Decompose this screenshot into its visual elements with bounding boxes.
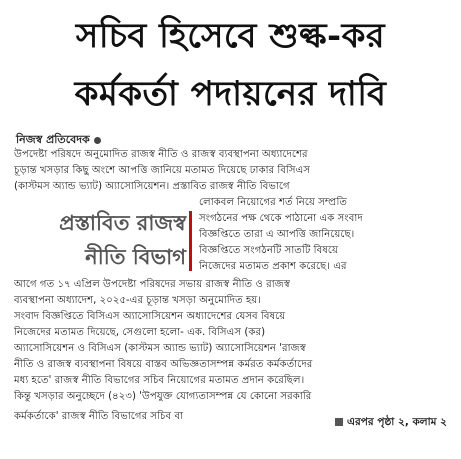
body-line: চূড়ান্ত খসড়ার কিছু অংশে আপত্তি জানিয়ে মতামত দিয়েছে ঢাকার বিসিএস	[14, 165, 311, 176]
continued-on-page	[335, 415, 447, 432]
body-line: কিন্তু খসড়ার অনুচ্ছেদে (৪২৩) 'উপযুক্ত যোগ্যতাসম্পন্ন যে কোনো সরকারি	[14, 391, 312, 402]
body-line: নিজেদের মতামত দিয়েছে, সেগুলো হলো- এক. বিসিএস (কর)	[14, 327, 266, 338]
body-line: কর্মকর্তাকে' রাজস্ব নীতি বিভাগের সচিব বা	[14, 411, 184, 422]
body-line: সংগঠনের পক্ষ থেকে পাঠানো এক সংবাদ	[199, 213, 363, 224]
body-line: অ্যাসোসিয়েশন ও বিসিএস (কাস্টমস অ্যান্ড ভ্যাট) অ্যাসোসিয়েশন 'রাজস্ব	[14, 343, 306, 354]
byline-text: নিজস্ব প্রতিবেদক	[16, 133, 90, 146]
body-line: সংবাদ বিজ্ঞপ্তিতে বিসিএস অ্যাসোসিয়েশন অধ্যাদেশের যেসব বিষয়ে	[14, 311, 286, 322]
headline-line-2: কর্মকর্তা পদায়নের দাবি	[74, 74, 387, 114]
body-line: ব্যবস্থাপনা অধ্যাদেশ, ২০২৫-এর চূড়ান্ত খসড়া অনুমোদিত হয়।	[14, 295, 261, 306]
body-line: মধ্য হতে' রাজস্ব নীতি বিভাগের সচিব নিয়োগের মতামত প্রদান করেছিল।	[14, 375, 305, 386]
body-line: আগে গত ১৭ এপ্রিল উপদেষ্টা পরিষদের সভায় রাজস্ব নীতি ও রাজস্ব	[14, 279, 290, 290]
pull-quote-line-2: নীতি বিভাগ	[85, 244, 186, 269]
body-line: বিজ্ঞপ্তিতে তারা এ আপত্তি জানিয়েছে।	[199, 229, 355, 240]
jump-text: এরপর পৃষ্ঠা ২, কলাম ২	[347, 416, 447, 428]
body-line: (কাস্টমস অ্যান্ড ভ্যাট) অ্যাসোসিয়েশন। প্রস্তাবিত রাজস্ব নীতি বিভাগে	[14, 181, 290, 192]
body-line: বিজ্ঞপ্তিতে সংগঠনটি সাতটি বিষয়ে	[199, 245, 338, 256]
square-icon	[335, 418, 343, 426]
pull-quote-bar	[189, 211, 192, 271]
body-line: নীতি ও রাজস্ব ব্যবস্থাপনা বিষয়ে বাস্তব অভিজ্ঞতাসম্পন্ন কর্মরত কর্মকর্তাদের	[14, 359, 313, 370]
pull-quote	[14, 205, 192, 279]
body-line: লোকবল নিয়োগের শর্ত নিয়ে সম্প্রতি	[199, 197, 348, 208]
body-line: নিজেদের মতামত প্রকাশ করেছে। এর	[199, 261, 347, 272]
headline-line-1: সচিব হিসেবে শুল্ক-কর	[75, 16, 386, 56]
pull-quote-line-1: প্রস্তাবিত রাজস্ব	[59, 210, 186, 235]
body-line: উপদেষ্টা পরিষদে অনুমোদিত রাজস্ব নীতি ও রাজস্ব ব্যবস্থাপনা অধ্যাদেশের	[14, 149, 308, 160]
bullet-icon	[94, 137, 101, 144]
